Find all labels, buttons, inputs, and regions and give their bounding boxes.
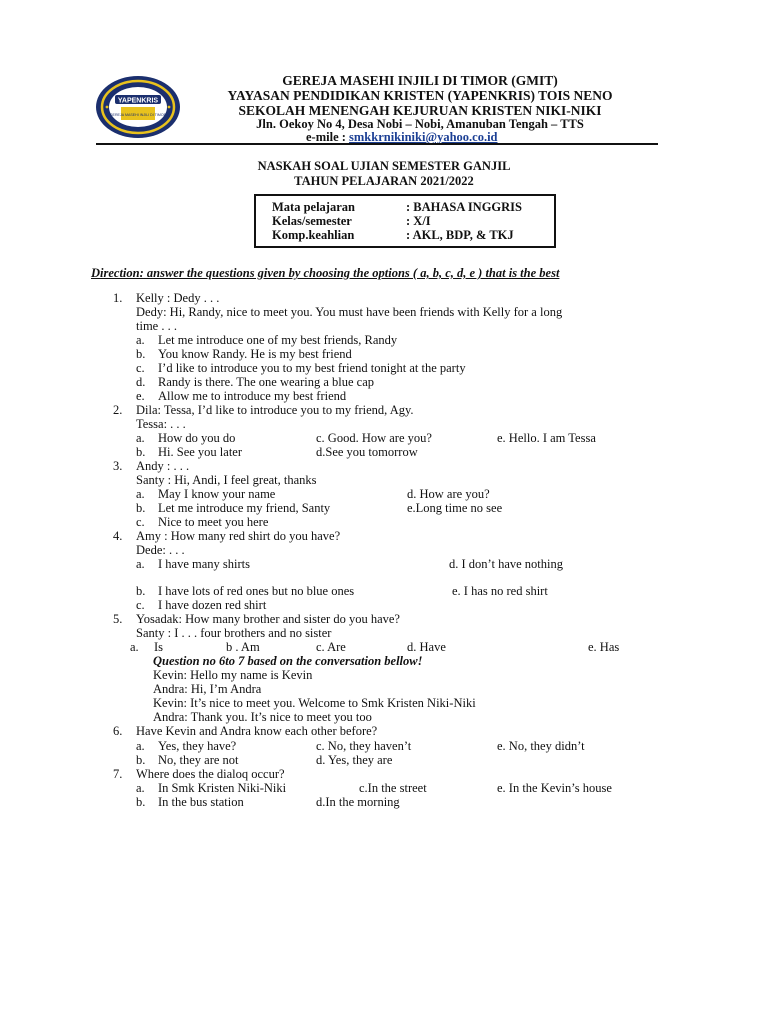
option-text: d. I don’t have nothing (449, 557, 563, 571)
option-text: Is (154, 640, 164, 654)
option-text: Yes, they have? (158, 739, 237, 753)
question-number: 3. (113, 459, 123, 473)
exam-year: TAHUN PELAJARAN 2021/2022 (294, 174, 474, 188)
question-stem: Where does the dialoq occur? (136, 767, 285, 781)
option-marker: b. (136, 445, 146, 459)
header-school-line: SEKOLAH MENENGAH KEJURUAN KRISTEN NIKI-NIKI (238, 103, 602, 118)
option-text: In the bus station (158, 795, 244, 809)
option-text: Randy is there. The one wearing a blue cap (158, 375, 375, 389)
option-text: d.See you tomorrow (316, 445, 418, 459)
question-stem: Amy : How many red shirt do you have? (136, 529, 341, 543)
dialog-line: Andra: Thank you. It’s nice to meet you too (153, 710, 372, 724)
option-marker: a. (136, 739, 145, 753)
option-text: How do you do (158, 431, 236, 445)
option-marker: b. (136, 795, 146, 809)
question-stem: Have Kevin and Andra know each other before? (136, 724, 378, 738)
question-number: 5. (113, 612, 123, 626)
dialog-line: Kevin: Hello my name is Kevin (153, 668, 313, 682)
option-marker: c. (136, 361, 145, 375)
option-text: b . Am (226, 640, 260, 654)
info-value-subject: : BAHASA INGGRIS (406, 200, 522, 214)
option-text: e. Has (588, 640, 620, 654)
option-marker: a. (136, 781, 145, 795)
option-marker: a. (130, 640, 139, 654)
question-number: 2. (113, 403, 123, 417)
option-text: In Smk Kristen Niki-Niki (158, 781, 287, 795)
question-number: 7. (113, 767, 123, 781)
option-text: You know Randy. He is my best friend (158, 347, 352, 361)
info-value-class: : X/I (406, 214, 431, 228)
dialog-line: Andra: Hi, I’m Andra (153, 682, 262, 696)
option-text: Nice to meet you here (158, 515, 269, 529)
option-marker: b. (136, 347, 146, 361)
option-text: I have lots of red ones but no blue ones (158, 584, 355, 598)
info-label-competency: Komp.keahlian (272, 228, 355, 242)
option-text: No, they are not (158, 753, 239, 767)
option-text: I’d like to introduce you to my best friend tonight at the party (158, 361, 466, 375)
option-text: e. Hello. I am Tessa (497, 431, 596, 445)
option-text: d. How are you? (407, 487, 490, 501)
option-marker: b. (136, 501, 146, 515)
option-marker: c. (136, 598, 145, 612)
info-value-competency: : AKL, BDP, & TKJ (406, 228, 514, 242)
header-foundation-line: YAYASAN PENDIDIKAN KRISTEN (YAPENKRIS) TOIS NENO (227, 88, 613, 103)
question-stem: time . . . (136, 319, 177, 333)
option-marker: b. (136, 753, 146, 767)
option-text: I have many shirts (158, 557, 250, 571)
option-marker: e. (136, 389, 145, 403)
question-stem: Dila: Tessa, I’d like to introduce you to my friend, Agy. (136, 403, 414, 417)
option-text: c. Are (316, 640, 346, 654)
header-divider (96, 143, 658, 145)
option-marker: a. (136, 333, 145, 347)
option-text: I have dozen red shirt (158, 598, 267, 612)
question-stem: Dede: . . . (136, 543, 185, 557)
question-stem: Yosadak: How many brother and sister do you have? (136, 612, 400, 626)
option-text: Hi. See you later (158, 445, 243, 459)
question-stem: Tessa: . . . (136, 417, 186, 431)
option-text: c. No, they haven’t (316, 739, 412, 753)
option-marker: b. (136, 584, 146, 598)
option-text: c.In the street (359, 781, 427, 795)
header-org-line: GEREJA MASEHI INJILI DI TIMOR (GMIT) (282, 73, 558, 88)
question-stem: Kelly : Dedy . . . (136, 291, 220, 305)
option-marker: d. (136, 375, 146, 389)
exam-title: NASKAH SOAL UJIAN SEMESTER GANJIL (257, 159, 511, 173)
option-marker: a. (136, 487, 145, 501)
option-text: May I know your name (158, 487, 276, 501)
dialog-line: Kevin: It’s nice to meet you. Welcome to Smk Kristen Niki-Niki (153, 696, 476, 710)
question-number: 1. (113, 291, 123, 305)
email-label: e-mile : (306, 130, 346, 144)
option-text: Allow me to introduce my best friend (158, 389, 347, 403)
question-stem: Santy : Hi, Andi, I feel great, thanks (136, 473, 317, 487)
option-marker: c. (136, 515, 145, 529)
option-text: e. In the Kevin’s house (497, 781, 612, 795)
question-stem: Dedy: Hi, Randy, nice to meet you. You must have been friends with Kelly for a long (136, 305, 563, 319)
svg-text:YAPENKRIS: YAPENKRIS (117, 97, 159, 105)
option-text: d.In the morning (316, 795, 400, 809)
header-address: Jln. Oekoy No 4, Desa Nobi – Nobi, Amanuban Tengah – TTS (256, 117, 584, 131)
info-label-subject: Mata pelajaran (272, 200, 355, 214)
option-text: Let me introduce my friend, Santy (158, 501, 331, 515)
option-marker: a. (136, 557, 145, 571)
option-text: e. I has no red shirt (452, 584, 548, 598)
question-stem: Andy : . . . (136, 459, 190, 473)
option-text: Let me introduce one of my best friends, Randy (158, 333, 398, 347)
question-number: 6. (113, 724, 123, 738)
email-link[interactable]: smkkrnikiniki@yahoo.co.id (349, 130, 498, 144)
dialog-heading: Question no 6to 7 based on the conversation bellow! (153, 654, 423, 668)
info-label-class: Kelas/semester (272, 214, 352, 228)
question-number: 4. (113, 529, 123, 543)
option-marker: a. (136, 431, 145, 445)
option-text: c. Good. How are you? (316, 431, 432, 445)
svg-text:GEREJA MASEHI INJILI DI TIMOR: GEREJA MASEHI INJILI DI TIMOR (109, 113, 167, 117)
question-stem: Santy : I . . . four brothers and no sister (136, 626, 332, 640)
option-text: d. Have (407, 640, 446, 654)
option-text: e. No, they didn’t (497, 739, 585, 753)
option-text: e.Long time no see (407, 501, 503, 515)
option-text: d. Yes, they are (316, 753, 393, 767)
direction-text: Direction: answer the questions given by choosing the options ( a, b, c, d, e ) that is the best (91, 266, 560, 280)
